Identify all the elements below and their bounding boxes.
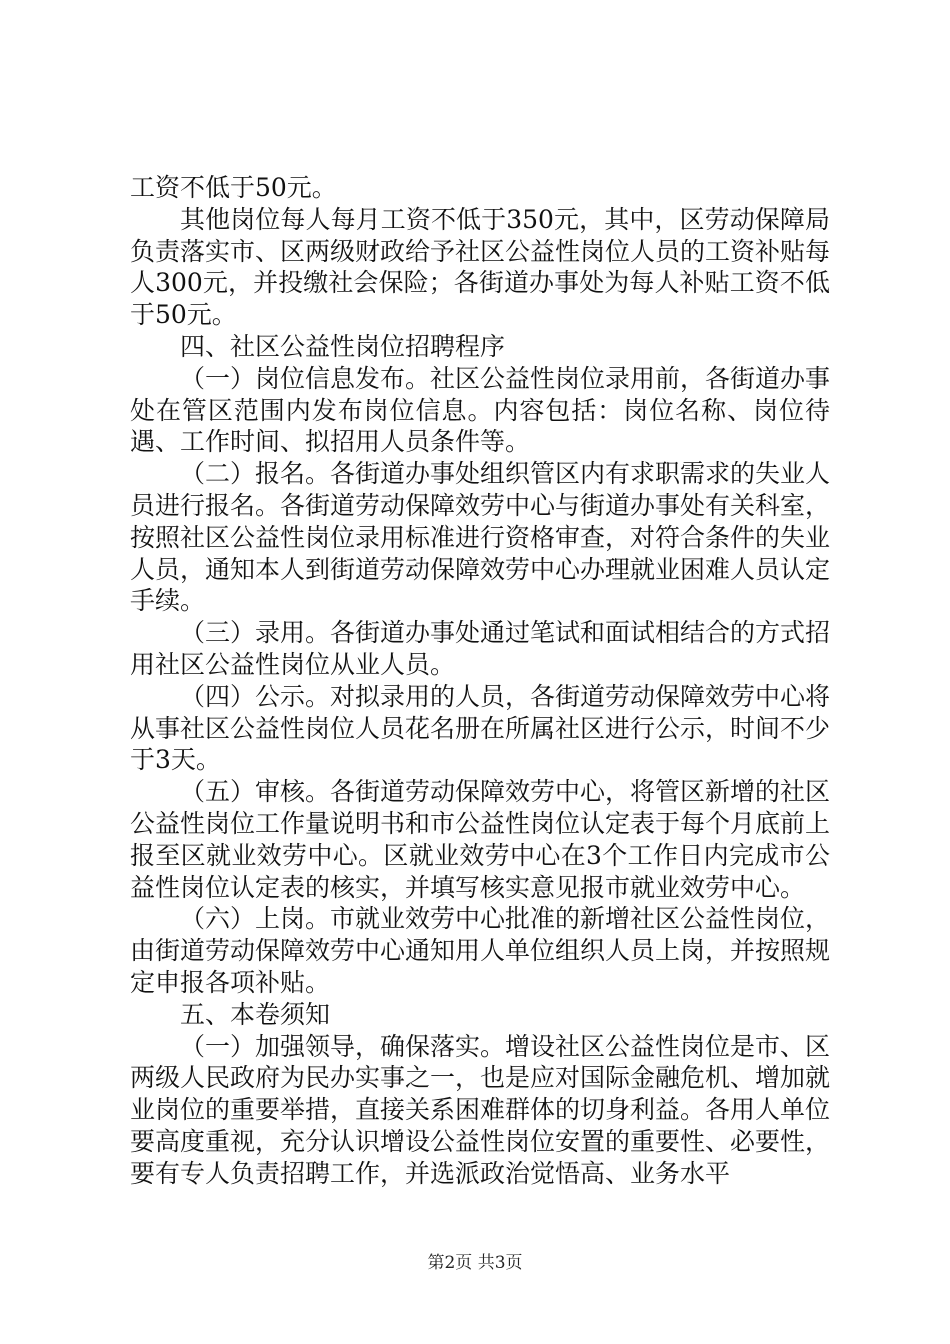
paragraph: （三）录用。各街道办事处通过笔试和面试相结合的方式招用社区公益性岗位从业人员。 <box>130 618 831 679</box>
section-heading: 五、本卷须知 <box>180 999 331 1029</box>
paragraph-continuation: 工资不低于50元。 <box>130 173 337 202</box>
paragraph: （一）加强领导，确保落实。增设社区公益性岗位是市、区两级人民政府为民办实事之一，也是应对国际金融危机、增加就业岗位的重要举措，直接关系困难群体的切身利益。各用人单位要高度重视，充分认识增设公益性岗位安置的重要性、必要性，要有专人负责招聘工作，并选派政治觉悟高、业务水平 <box>130 1031 831 1188</box>
paragraph: （四）公示。对拟录用的人员，各街道劳动保障效劳中心将从事社区公益性岗位人员花名册在所属社区进行公示，时间不少于3天。 <box>130 681 831 775</box>
page-number-footer: 第2页 共3页 <box>427 1253 523 1273</box>
paragraph: （一）岗位信息发布。社区公益性岗位录用前，各街道办事处在管区范围内发布岗位信息。内容包括：岗位名称、岗位待遇、工作时间、拟招用人员条件等。 <box>130 363 831 457</box>
document-body <box>130 172 830 1190</box>
paragraph: （六）上岗。市就业效劳中心批准的新增社区公益性岗位，由街道劳动保障效劳中心通知用人单位组织人员上岗，并按照规定申报各项补贴。 <box>130 904 831 997</box>
section-heading: 四、社区公益性岗位招聘程序 <box>180 331 506 361</box>
paragraph: （二）报名。各街道办事处组织管区内有求职需求的失业人员进行报名。各街道劳动保障效劳中心与街道办事处有关科室，按照社区公益性岗位录用标准进行资格审查，对符合条件的失业人员，通知本人到街道劳动保障效劳中心办理就业困难人员认定手续。 <box>130 459 831 616</box>
paragraph: 其他岗位每人每月工资不低于350元，其中，区劳动保障局负责落实市、区两级财政给予社区公益性岗位人员的工资补贴每人300元，并投缴社会保险；各街道办事处为每人补贴工资不低于50元。 <box>130 204 831 330</box>
paragraph: （五）审核。各街道劳动保障效劳中心，将管区新增的社区公益性岗位工作量说明书和市公益性岗位认定表于每个月底前上报至区就业效劳中心。区就业效劳中心在3个工作日内完成市公益性岗位认定表的核实，并填写核实意见报市就业效劳中心。 <box>130 777 831 902</box>
